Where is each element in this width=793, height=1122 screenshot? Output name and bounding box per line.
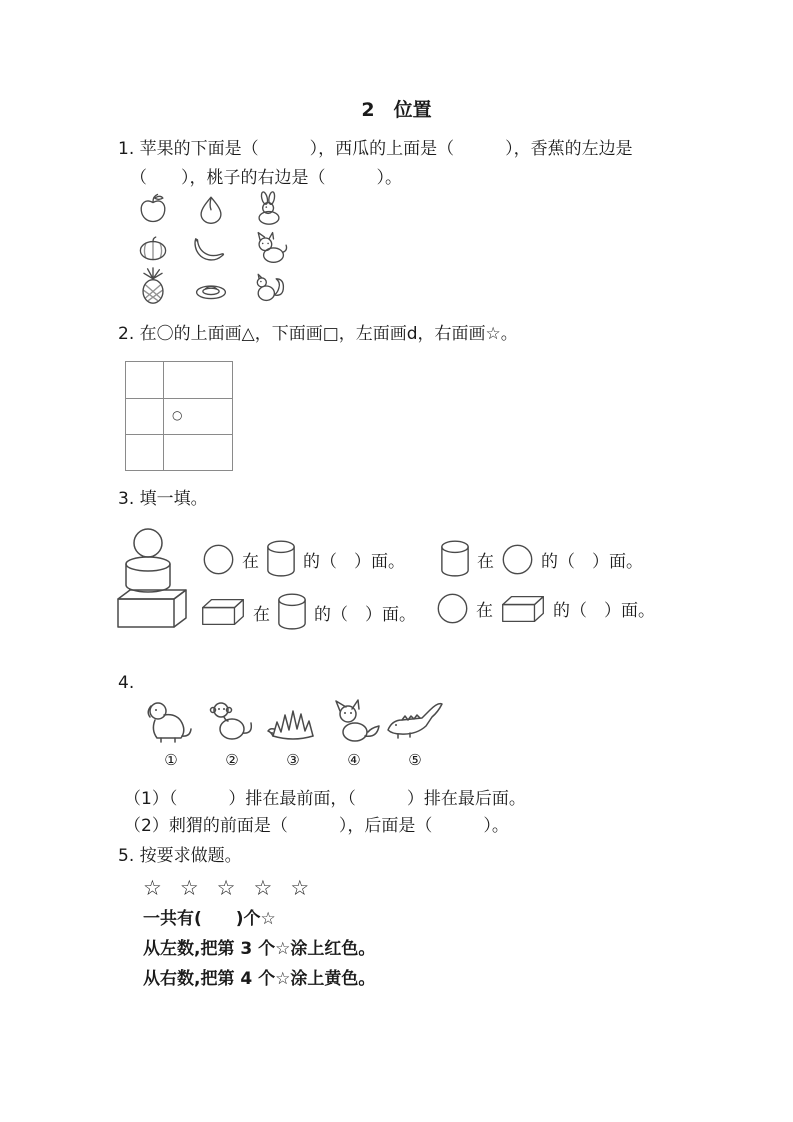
animal-hedgehog — [264, 696, 322, 769]
fox-icon — [326, 696, 382, 748]
circle-shape-icon — [501, 543, 534, 576]
q3-blank-phrase: 的（ ）面。 — [553, 601, 655, 621]
star-icon: ☆ — [216, 876, 236, 900]
monkey-icon — [204, 696, 260, 748]
crocodile-icon — [384, 696, 446, 748]
cylinder-shape-icon — [266, 539, 296, 579]
q4-text-line1: （1）（ ）排在最前面，（ ）排在最后面。 — [124, 789, 526, 809]
q3-blank-phrase: 的（ ）面。 — [541, 551, 643, 572]
kitten-icon — [240, 227, 298, 266]
q4-text-line2: （2）刺猬的前面是（ ），后面是（ ）。 — [124, 816, 509, 836]
q3-row1-left — [202, 539, 405, 579]
q2-drawing-grid[interactable] — [125, 361, 233, 471]
q2-text: 2. 在〇的上面画△，下面画□，左面画d，右面画☆。 — [118, 324, 518, 344]
q3-word-zai: 在 — [476, 601, 493, 621]
q3-row1-right — [440, 539, 643, 579]
animal-number-4: ④ — [347, 751, 361, 769]
animal-fox — [325, 696, 383, 769]
circle-shape-icon — [202, 543, 235, 576]
q3-row2-left — [200, 592, 416, 632]
hedgehog-icon — [265, 696, 321, 748]
q4-number: 4. — [118, 673, 135, 693]
q4-animal-row — [142, 696, 444, 769]
animal-monkey — [203, 696, 261, 769]
apple-icon — [124, 188, 182, 227]
q3-blank-phrase: 的（ ）面。 — [303, 551, 405, 572]
puppy-icon — [143, 696, 199, 748]
animal-crocodile — [386, 696, 444, 769]
q2-grid-line-h2 — [126, 434, 232, 435]
q2-grid-line-v1 — [163, 362, 164, 470]
q5-text-line1: 一共有( )个☆ — [143, 909, 276, 929]
q5-text-line3: 从右数,把第 4 个☆涂上黄色。 — [143, 969, 376, 989]
q5-text-line2: 从左数,把第 3 个☆涂上红色。 — [143, 939, 376, 959]
q3-stack-figure — [112, 527, 194, 633]
page-title: 2 位置 — [361, 99, 432, 121]
q3-word-zai: 在 — [242, 551, 259, 572]
cuboid-shape-icon — [500, 594, 546, 624]
q2-grid-line-h1 — [126, 398, 232, 399]
star-icon: ☆ — [179, 876, 199, 900]
star-icon: ☆ — [143, 876, 162, 900]
q5-star-row — [143, 876, 327, 900]
star-icon: ☆ — [290, 876, 310, 900]
cuboid-shape-icon — [200, 597, 246, 627]
animal-number-5: ⑤ — [408, 751, 422, 769]
animal-puppy — [142, 696, 200, 769]
q2-reference-circle: ○ — [172, 408, 183, 422]
q3-label: 3. 填一填。 — [118, 489, 208, 509]
q1-text-line1: 1. 苹果的下面是（ ），西瓜的上面是（ ），香蕉的左边是 — [118, 139, 633, 159]
pineapple-icon — [124, 266, 182, 305]
q5-label: 5. 按要求做题。 — [118, 846, 242, 866]
rabbit-icon — [240, 188, 298, 227]
melon-icon — [124, 227, 182, 266]
animal-number-2: ② — [225, 751, 239, 769]
animal-number-1: ① — [164, 751, 178, 769]
peach-icon — [182, 188, 240, 227]
squirrel-icon — [240, 266, 298, 305]
cylinder-shape-icon — [440, 539, 470, 579]
q1-picture-grid — [124, 188, 298, 305]
q3-word-zai: 在 — [253, 604, 270, 625]
cylinder-shape-icon — [277, 592, 307, 632]
q3-blank-phrase: 的（ ）面。 — [314, 604, 416, 625]
q3-word-zai: 在 — [477, 551, 494, 572]
q3-row2-right — [436, 592, 655, 625]
q1-text-line2: （ ），桃子的右边是（ ）。 — [130, 168, 402, 188]
circle-shape-icon — [436, 592, 469, 625]
banana-icon — [182, 227, 240, 266]
animal-number-3: ③ — [286, 751, 300, 769]
plate-icon — [182, 266, 240, 305]
star-icon: ☆ — [253, 876, 273, 900]
